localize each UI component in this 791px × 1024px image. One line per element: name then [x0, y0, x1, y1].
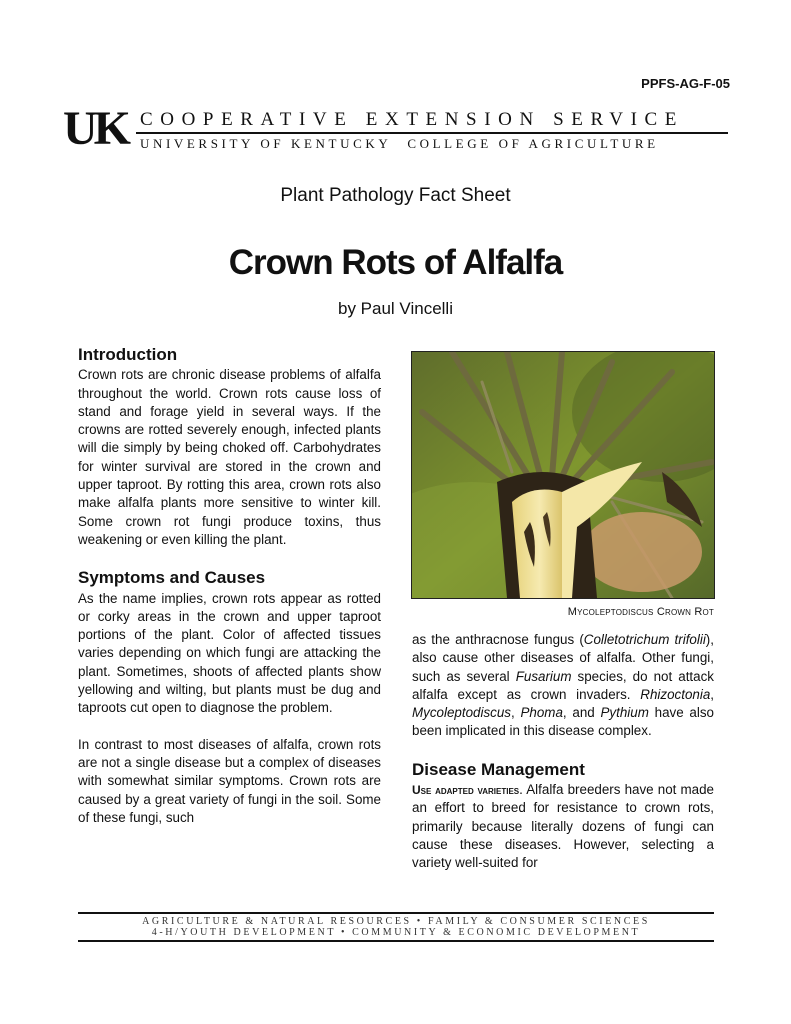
- extension-service-name: COOPERATIVE EXTENSION SERVICE: [140, 109, 684, 130]
- document-id: PPFS-AG-F-05: [641, 76, 730, 91]
- right-column: [412, 631, 714, 891]
- symptoms-paragraph-2: In contrast to most diseases of alfalfa, crown rots are not a single disease but a complex of diseases with somewhat similar symptoms. Crown rots are caused by a great variety of fungi in the soil. Some of these fungi, such: [78, 736, 381, 825]
- series-title: Plant Pathology Fact Sheet: [280, 185, 511, 206]
- crown-rot-photo-illustration: [412, 352, 714, 598]
- management-lead-in: Use adapted varieties: [412, 783, 520, 798]
- text-run: have also been implicated in this disease complex.: [412, 705, 714, 739]
- pathogen-name: Pythium: [600, 705, 649, 721]
- text-run: as the anthracnose fungus (: [412, 632, 584, 647]
- text-run: ,: [710, 686, 714, 702]
- footer-rule-top: [78, 912, 714, 914]
- photo-caption: Mycoleptodiscus Crown Rot: [567, 606, 714, 618]
- symptoms-heading: Symptoms and Causes: [78, 568, 266, 588]
- institution-line: [140, 136, 730, 152]
- footer-program-areas-1: AGRICULTURE & NATURAL RESOURCES • FAMILY & CONSUMER SCIENCES: [142, 916, 650, 927]
- page-title: Crown Rots of Alfalfa: [228, 243, 563, 282]
- text-run: ,: [511, 705, 521, 721]
- text-run: ), also cause other diseases of alfalfa. Other fungi, such as several: [412, 632, 714, 684]
- author-byline: by Paul Vincelli: [338, 299, 453, 318]
- header-rule: [136, 132, 728, 134]
- management-heading: Disease Management: [412, 759, 585, 779]
- text-run: species, do not attack alfalfa except as crown invaders.: [412, 668, 714, 702]
- text-run: , and: [562, 705, 601, 721]
- pathogen-name: Colletotrichum trifolii: [583, 632, 706, 647]
- intro-paragraph: Crown rots are chronic disease problems of alfalfa throughout the world. Crown rots cause loss of stand and forage yield in several ways. If the crowns are rotted severely enough, infected plants will die simply by being choked off. Carbohydrates for winter survival are stored in the crown and upper taproot. By rotting this area, crown rots also make alfalfa plants more sensitive to winter kill. Some crown rot fungi produce toxins, thus weakening or even killing the plant.: [78, 367, 381, 547]
- uk-logo: UK: [63, 102, 127, 155]
- pathogen-name: Phoma: [520, 705, 563, 721]
- crown-rot-photo: [411, 351, 715, 599]
- university-name: UNIVERSITY OF KENTUCKY: [140, 136, 392, 151]
- symptoms-paragraph-1: As the name implies, crown rots appear as rotted or corky areas in the crown and upper taproot portions of the plant. Color of affected tissues varies depending on which fungi are attacking the plant. Sometimes, shoots of affected plants show yellowing and wilting, but plants must be dug and taproots cut open to diagnose the problem.: [78, 590, 381, 716]
- college-name: COLLEGE OF AGRICULTURE: [407, 136, 659, 151]
- management-text: . Alfalfa breeders have not made an effort to breed for resistance to crown rots, primarily because literally dozens of fungi can cause these diseases. However, selecting a variety well-suited for: [412, 782, 714, 871]
- pathogen-name: Rhizoctonia: [640, 686, 711, 702]
- left-column: [78, 346, 381, 845]
- footer-rule-bottom: [78, 940, 714, 942]
- pathogen-name: Fusarium: [515, 668, 572, 684]
- footer-program-areas-2: 4-H/YOUTH DEVELOPMENT • COMMUNITY & ECONOMIC DEVELOPMENT: [151, 927, 641, 938]
- intro-heading: Introduction: [78, 345, 178, 364]
- management-paragraph: [412, 781, 714, 872]
- pathogen-name: Mycoleptodiscus: [412, 705, 511, 721]
- symptoms-continuation: [412, 631, 714, 741]
